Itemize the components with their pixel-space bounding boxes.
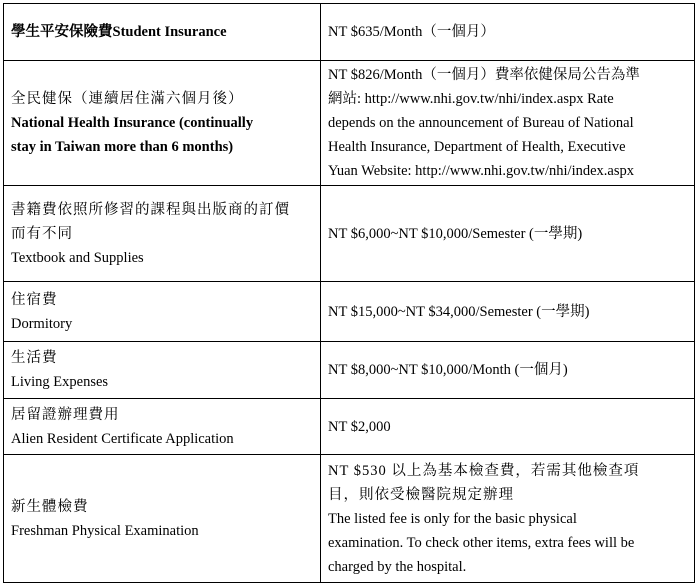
fee-item-label-en: stay in Taiwan more than 6 months) <box>11 139 234 155</box>
fee-amount: NT $635/Month（一個月） <box>328 24 495 40</box>
fee-item-cell <box>4 186 321 282</box>
fee-note: depends on the announcement of Bureau of National <box>328 115 634 131</box>
fee-item-label-zh: 新生體檢費 <box>11 498 89 515</box>
fee-amount-cell <box>321 399 695 455</box>
fee-item-cell <box>4 399 321 455</box>
table-row <box>4 4 695 61</box>
fee-table <box>3 3 695 583</box>
fee-item-label-en: National Health Insurance (continually <box>11 115 254 131</box>
fee-amount: NT $826/Month（一個月）費率依健保局公告為準 <box>328 67 640 83</box>
fee-item-label-zh: 生活費 <box>11 350 58 366</box>
fee-item-label-zh: 而有不同 <box>11 225 73 242</box>
fee-note: examination. To check other items, extra fees will be <box>328 534 635 551</box>
fee-item-cell <box>4 4 321 61</box>
fee-item-cell <box>4 455 321 583</box>
fee-item-label-zh: 住宿費 <box>11 291 58 308</box>
fee-item-label-en: Dormitory <box>11 315 73 332</box>
fee-amount-cell <box>321 455 695 583</box>
table-row <box>4 399 695 455</box>
fee-item-label-en: Alien Resident Certificate Application <box>11 430 234 447</box>
fee-item-cell <box>4 342 321 399</box>
fee-amount-cell <box>321 4 695 61</box>
fee-amount-cell <box>321 282 695 342</box>
fee-item-cell <box>4 282 321 342</box>
fee-note: The listed fee is only for the basic physical <box>328 510 577 527</box>
fee-item-cell <box>4 61 321 186</box>
fee-note: 目，則依受檢醫院規定辦理 <box>328 486 514 503</box>
table-row <box>4 342 695 399</box>
fee-amount: NT $530 以上為基本檢查費，若需其他檢查項 <box>328 462 640 479</box>
fee-note: Health Insurance, Department of Health, Executive <box>328 139 626 155</box>
fee-item-label-zh: 書籍費依照所修習的課程與出版商的訂價 <box>11 201 290 218</box>
fee-item-label-en: Living Expenses <box>11 374 109 390</box>
fee-amount: NT $6,000~NT $10,000/Semester (一學期) <box>328 225 583 242</box>
fee-item-label-zh: 居留證辦理費用 <box>11 406 120 423</box>
fee-amount-cell <box>321 186 695 282</box>
fee-item-label-en: Freshman Physical Examination <box>11 522 199 539</box>
fee-note: 網站: http://www.nhi.gov.tw/nhi/index.aspx Rate <box>328 91 614 107</box>
fee-note: Yuan Website: http://www.nhi.gov.tw/nhi/index.aspx <box>328 163 634 179</box>
table-row <box>4 282 695 342</box>
table-row <box>4 455 695 583</box>
fee-item-label-en: Textbook and Supplies <box>11 249 144 266</box>
fee-amount-cell <box>321 342 695 399</box>
table-row <box>4 61 695 186</box>
fee-amount-cell <box>321 61 695 186</box>
fee-item-label-zh: 全民健保（連續居住滿六個月後） <box>11 91 244 107</box>
fee-note: charged by the hospital. <box>328 558 467 575</box>
table-row <box>4 186 695 282</box>
fee-item-label: 學生平安保險費Student Insurance <box>11 24 227 40</box>
fee-amount: NT $2,000 <box>328 418 391 435</box>
fee-amount: NT $15,000~NT $34,000/Semester (一學期) <box>328 303 590 320</box>
fee-amount: NT $8,000~NT $10,000/Month (一個月) <box>328 362 568 378</box>
